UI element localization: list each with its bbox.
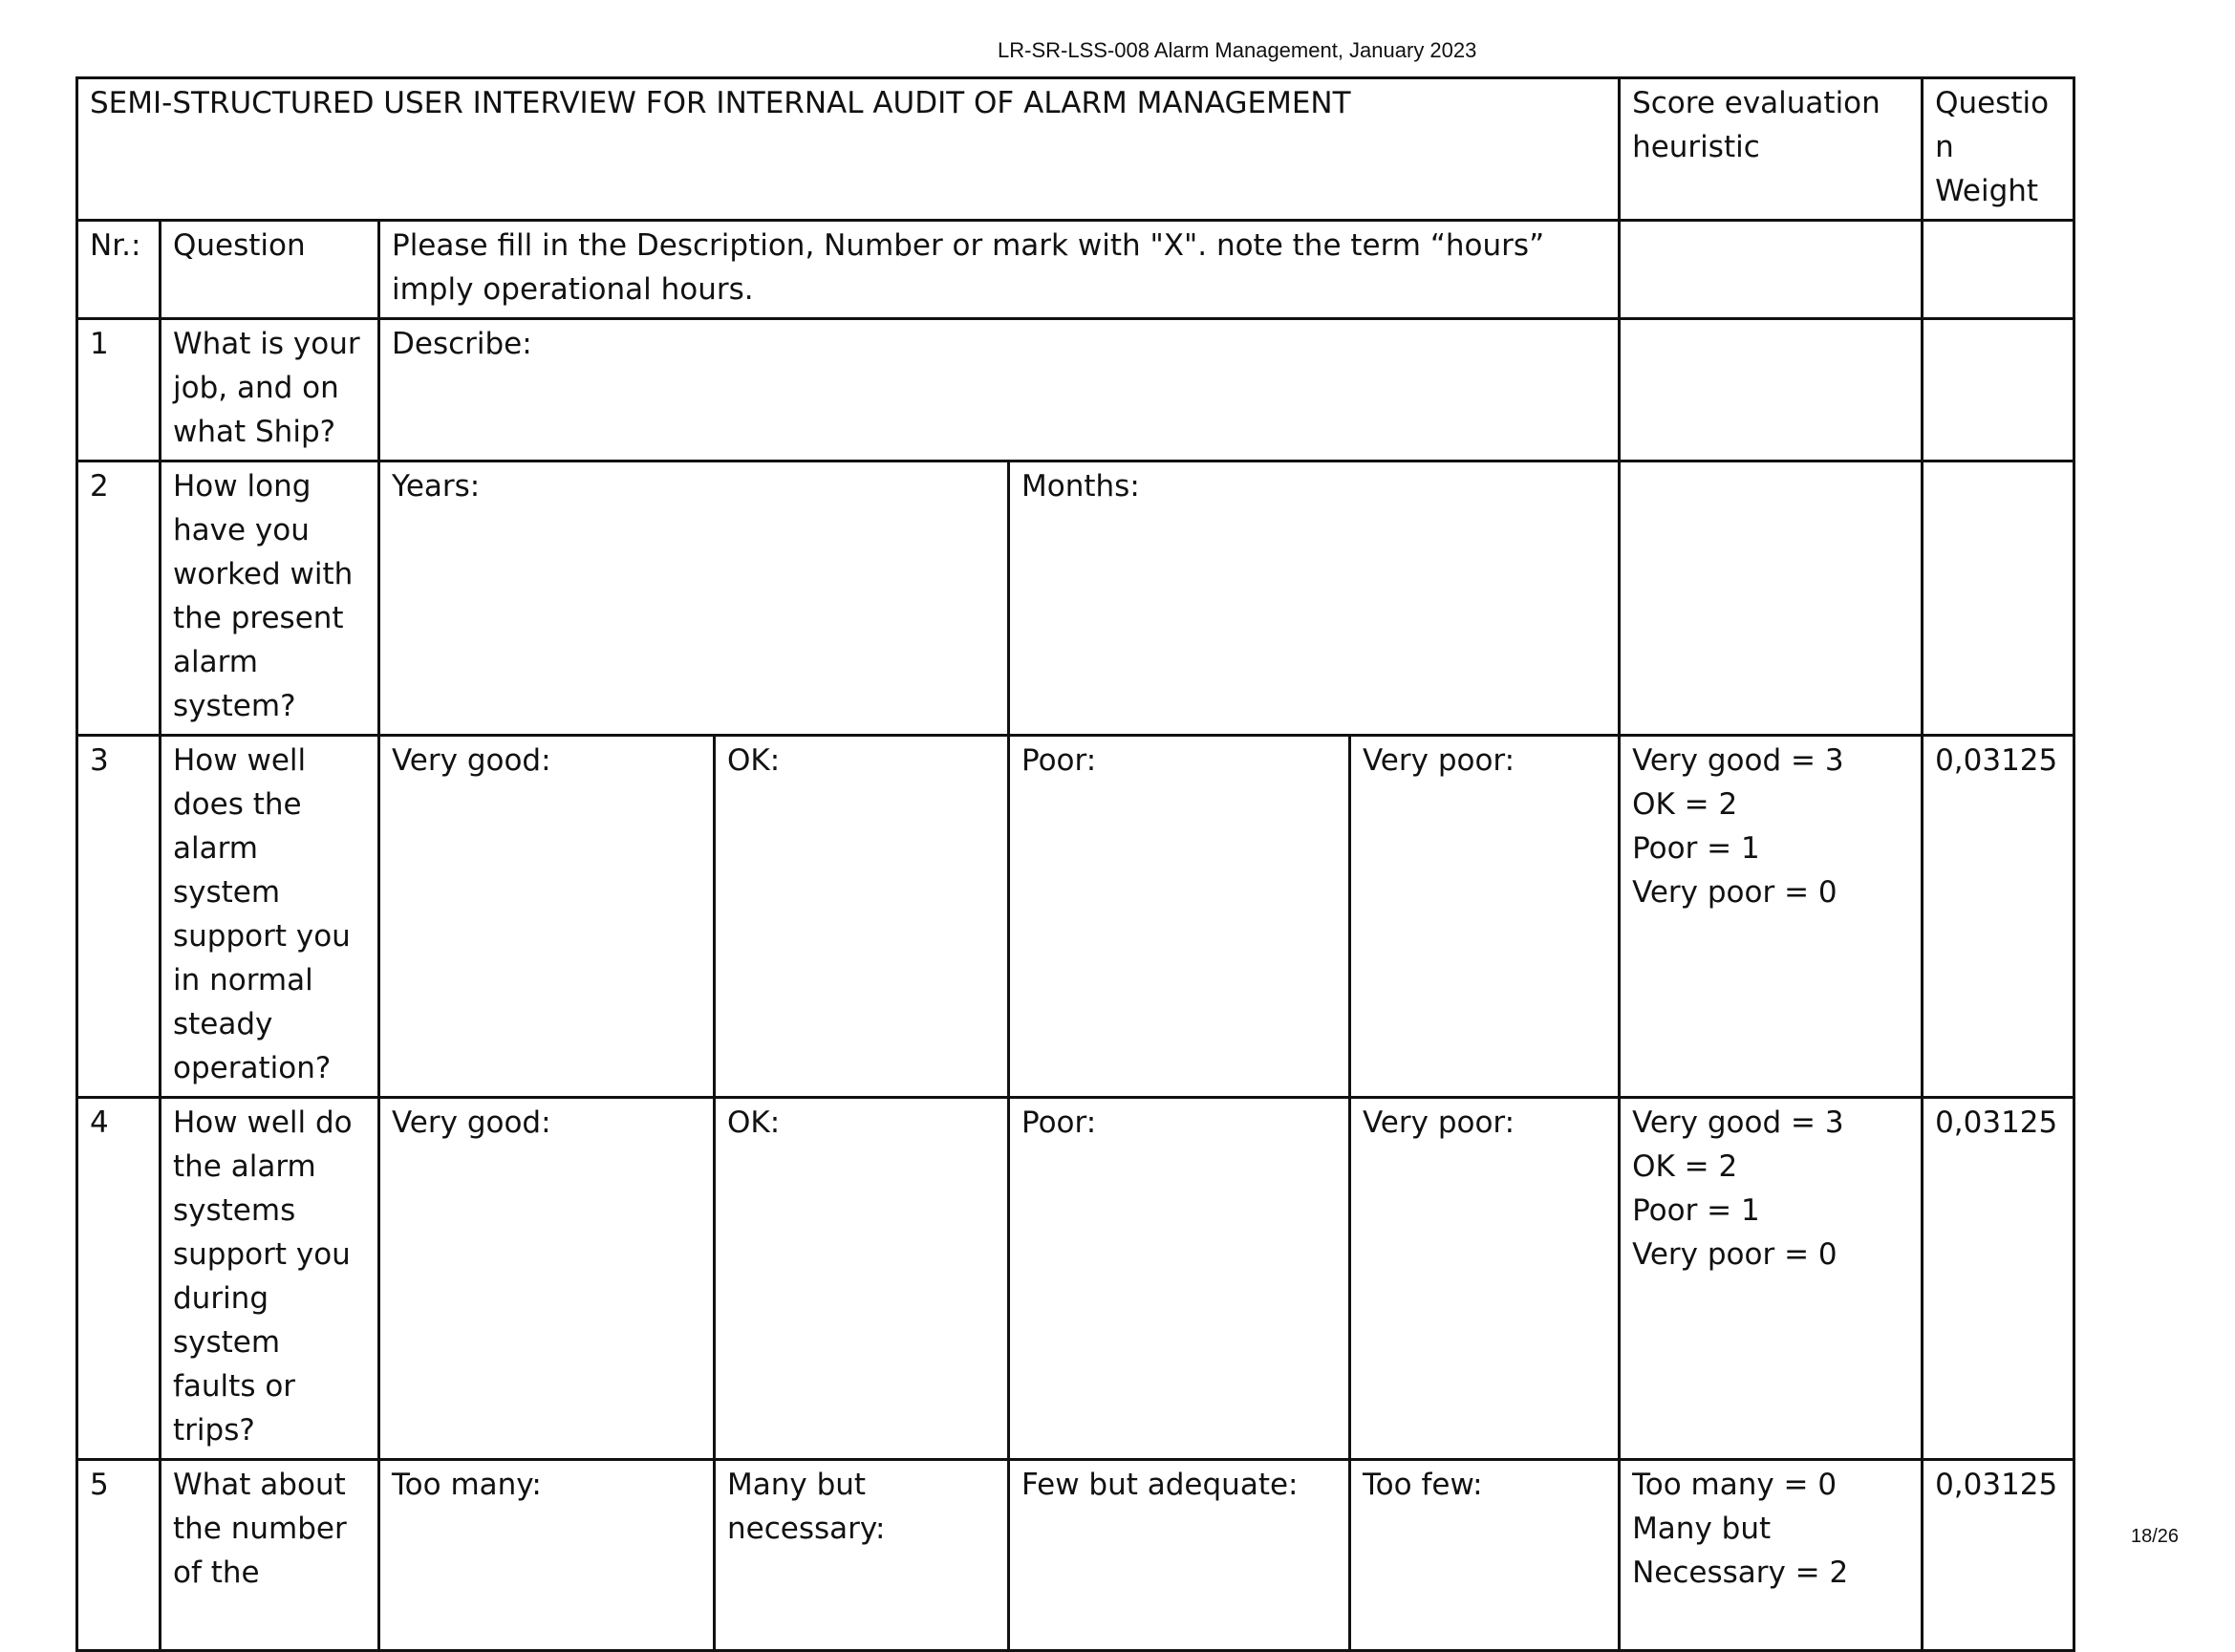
option-ok[interactable]: OK:	[715, 1098, 1009, 1460]
months-field[interactable]: Months:	[1009, 461, 1620, 736]
nr-header: Nr.:	[77, 221, 161, 319]
table-row	[77, 1460, 2074, 1651]
weight-cell-empty	[1923, 319, 2074, 461]
question-text: How well do the alarm systems support you during system faults or trips?	[161, 1098, 379, 1460]
question-weight: 0,03125	[1923, 736, 2074, 1098]
option-few-but-adequate[interactable]: Few but adequate:	[1009, 1460, 1350, 1651]
row-number: 3	[77, 736, 161, 1098]
row-number: 2	[77, 461, 161, 736]
describe-field[interactable]: Describe:	[379, 319, 1620, 461]
score-heuristic: Very good = 3 OK = 2 Poor = 1 Very poor = 0	[1620, 736, 1923, 1098]
row-number: 4	[77, 1098, 161, 1460]
table-row	[77, 736, 2074, 1098]
weight-cell-empty	[1923, 221, 2074, 319]
option-ok[interactable]: OK:	[715, 736, 1009, 1098]
option-very-good[interactable]: Very good:	[379, 1098, 715, 1460]
question-text: How well does the alarm system support you in normal steady operation?	[161, 736, 379, 1098]
interview-table	[75, 76, 2075, 1652]
interview-form	[75, 76, 2073, 1590]
score-header: Score evaluation heuristic	[1620, 78, 1923, 221]
table-title-row	[77, 78, 2074, 221]
table-title: SEMI-STRUCTURED USER INTERVIEW FOR INTERNAL AUDIT OF ALARM MANAGEMENT	[77, 78, 1620, 221]
row-number: 1	[77, 319, 161, 461]
score-heuristic: Too many = 0 Many but Necessary = 2	[1620, 1460, 1923, 1651]
table-row	[77, 461, 2074, 736]
weight-cell-empty	[1923, 461, 2074, 736]
question-weight: 0,03125	[1923, 1460, 2074, 1651]
question-header: Question	[161, 221, 379, 319]
score-heuristic: Very good = 3 OK = 2 Poor = 1 Very poor = 0	[1620, 1098, 1923, 1460]
option-poor[interactable]: Poor:	[1009, 1098, 1350, 1460]
row-number: 5	[77, 1460, 161, 1651]
table-subheader-row	[77, 221, 2074, 319]
question-text: What is your job, and on what Ship?	[161, 319, 379, 461]
option-very-poor[interactable]: Very poor:	[1350, 736, 1620, 1098]
question-weight: 0,03125	[1923, 1098, 2074, 1460]
table-row	[77, 1098, 2074, 1460]
years-field[interactable]: Years:	[379, 461, 1009, 736]
page-number: 18/26	[2131, 1526, 2180, 1547]
score-cell-empty	[1620, 221, 1923, 319]
option-too-few[interactable]: Too few:	[1350, 1460, 1620, 1651]
option-poor[interactable]: Poor:	[1009, 736, 1350, 1098]
option-very-good[interactable]: Very good:	[379, 736, 715, 1098]
question-text: What about the number of the	[161, 1460, 379, 1651]
option-too-many[interactable]: Too many:	[379, 1460, 715, 1651]
option-many-but-necessary[interactable]: Many but necessary:	[715, 1460, 1009, 1651]
score-cell-empty	[1620, 461, 1923, 736]
score-cell-empty	[1620, 319, 1923, 461]
option-very-poor[interactable]: Very poor:	[1350, 1098, 1620, 1460]
weight-header: Question Weight	[1923, 78, 2074, 221]
question-text: How long have you worked with the present alarm system?	[161, 461, 379, 736]
running-header: LR-SR-LSS-008 Alarm Management, January 2023	[998, 38, 1477, 62]
instructions-cell: Please fill in the Description, Number or mark with "X". note the term “hours” imply operational hours.	[379, 221, 1620, 319]
table-row	[77, 319, 2074, 461]
